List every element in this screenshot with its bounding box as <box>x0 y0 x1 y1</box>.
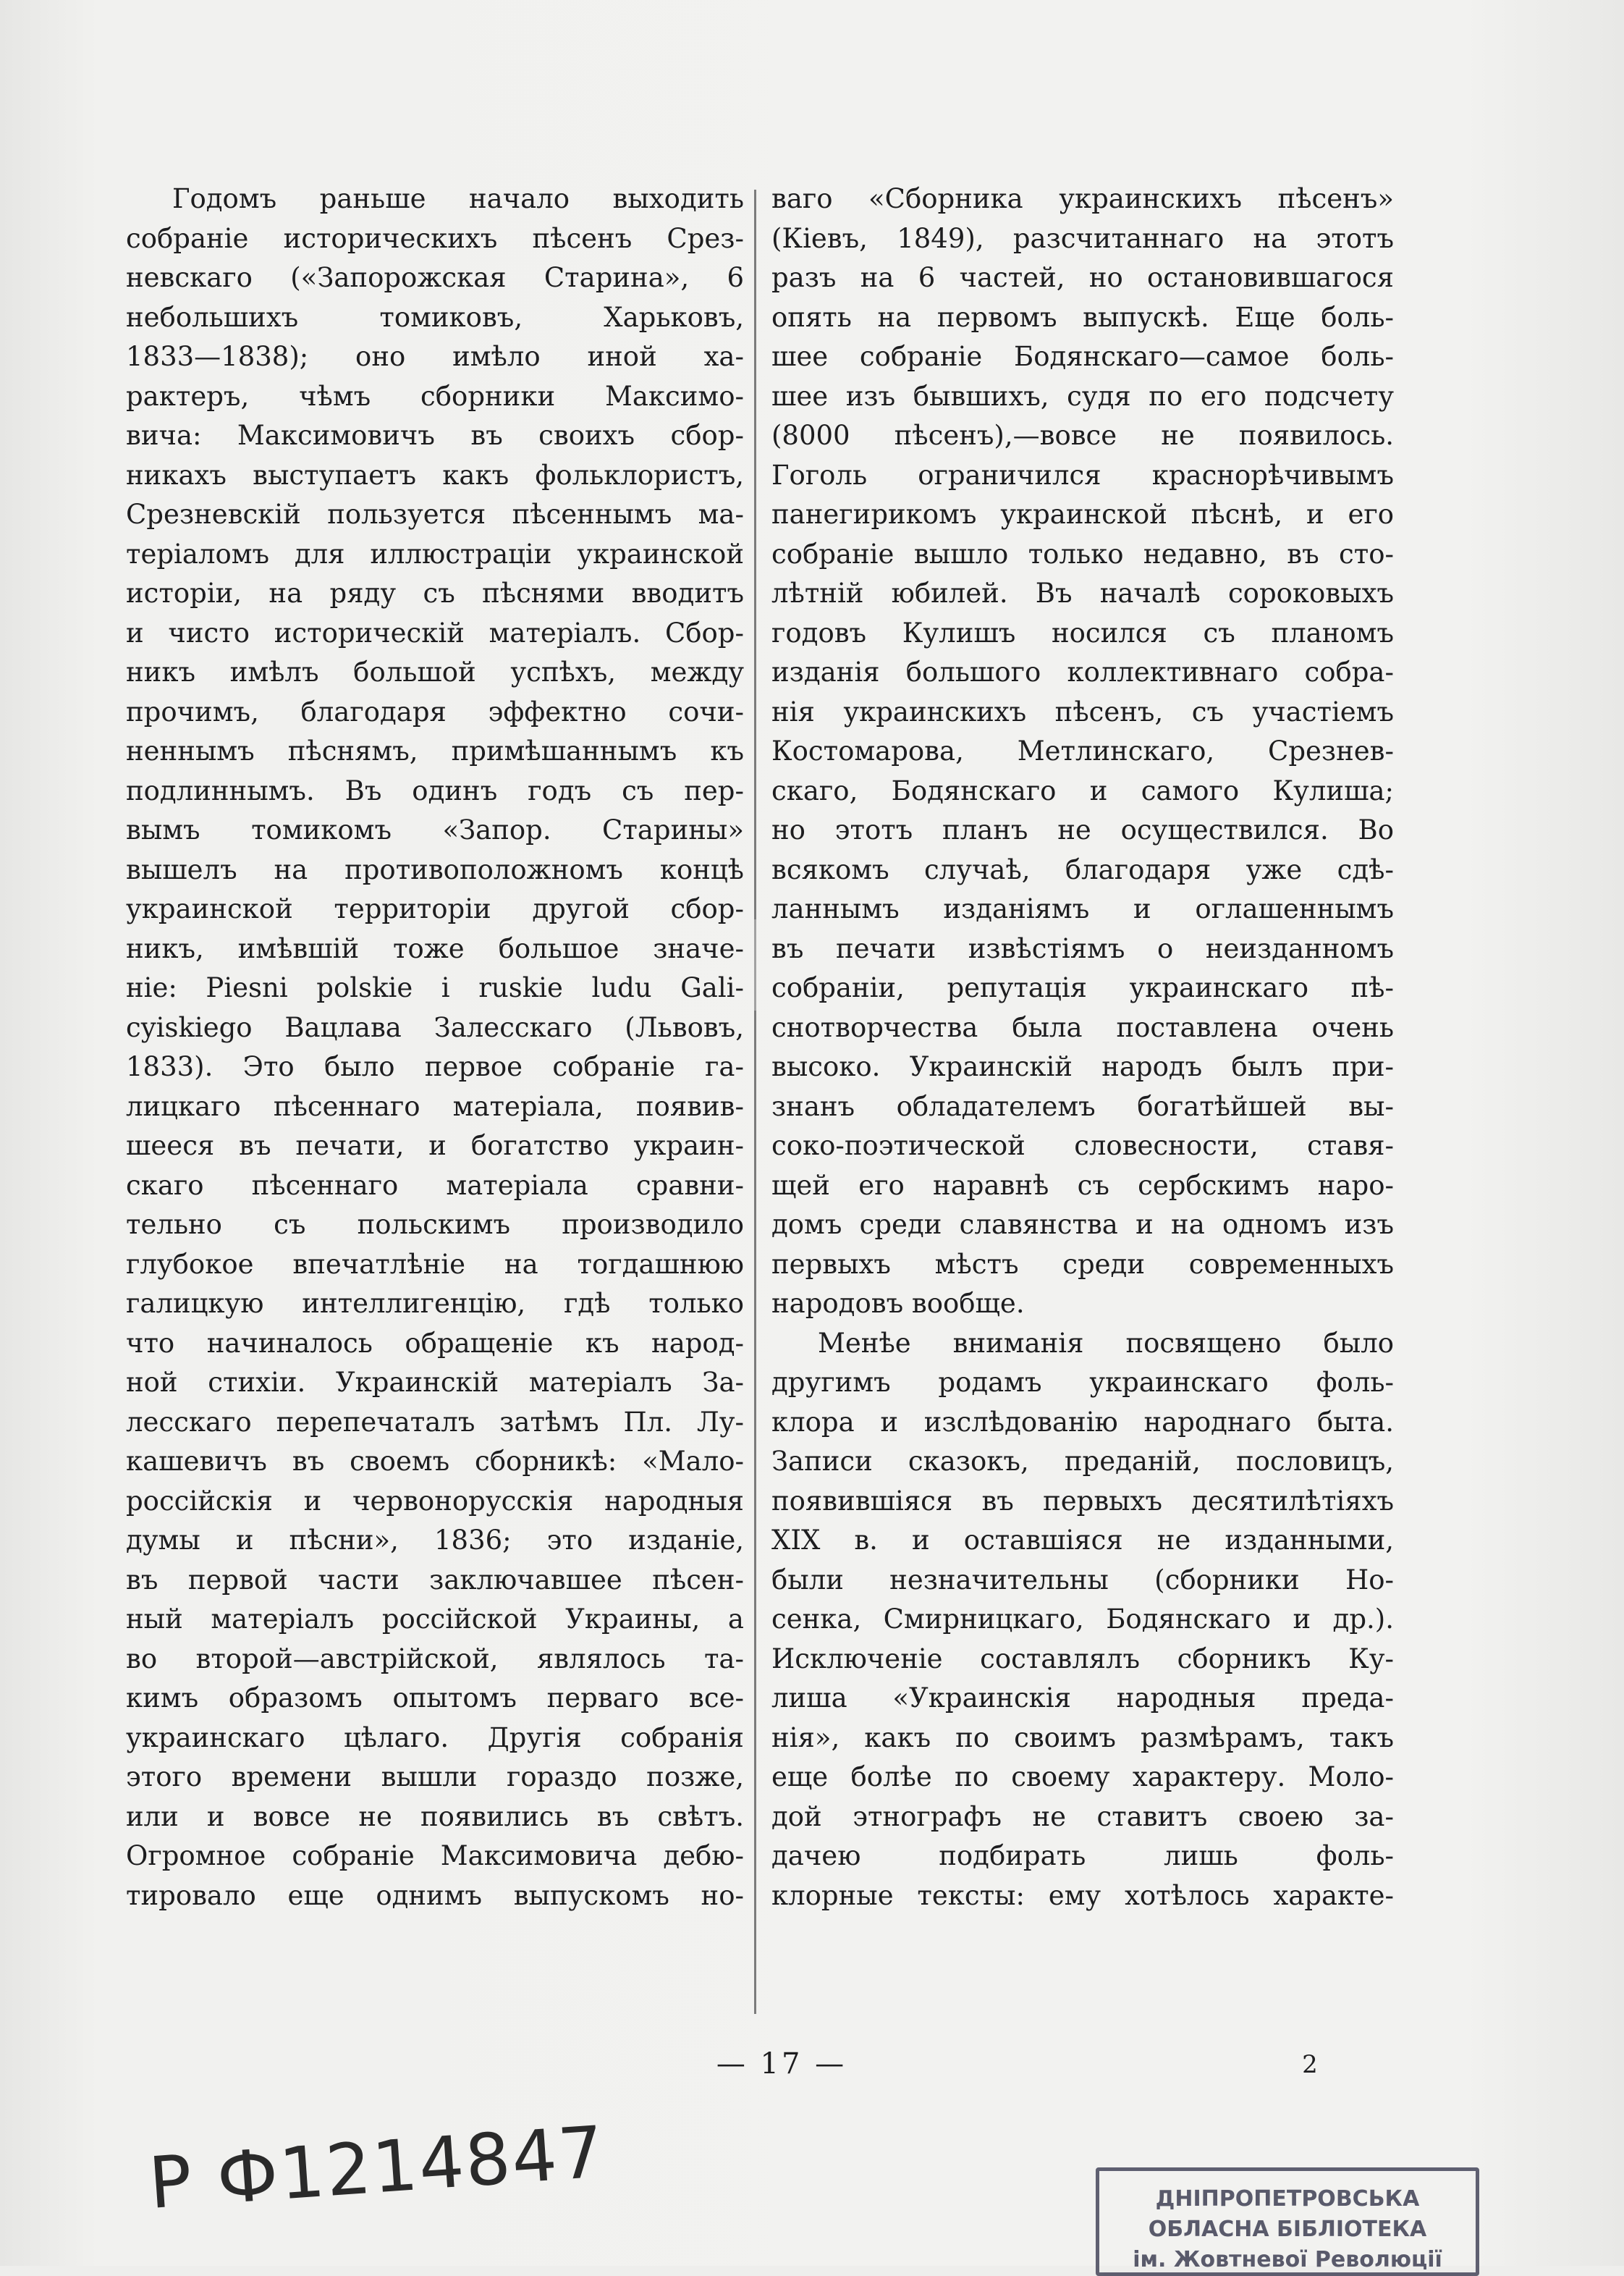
text-line: вымъ томикомъ «Запор. Старины» <box>126 814 744 846</box>
text-line: подлиннымъ. Въ одинъ годъ съ пер- <box>126 775 744 806</box>
text-line: галицкую интеллигенцію, гдѣ только <box>126 1288 744 1319</box>
text-line: вича: Максимовичъ въ своихъ сбор- <box>126 420 744 451</box>
text-line: собраніе вышло только недавно, въ сто- <box>771 538 1394 570</box>
text-line: (Кіевъ, 1849), разсчитаннаго на этотъ <box>771 222 1394 254</box>
text-line: дой этнографъ не ставитъ своею за- <box>771 1800 1394 1832</box>
text-line: шее собраніе Бодянскаго—самое боль- <box>771 341 1394 372</box>
text-line: въ первой части заключавшее пѣсен- <box>126 1564 744 1596</box>
text-line: шее изъ бывшихъ, судя по его подсчету <box>771 380 1394 412</box>
text-line: рактеръ, чѣмъ сборники Максимо- <box>126 380 744 412</box>
text-line: 1833). Это было первое собраніе га- <box>126 1051 744 1082</box>
text-column-right <box>771 180 1394 1915</box>
text-line: домъ среди славянства и на одномъ изъ <box>771 1209 1394 1240</box>
stamp-line: ДНІПРОПЕТРОВСЬКА <box>1155 2186 1420 2212</box>
text-line: Годомъ раньше начало выходить <box>172 183 744 214</box>
text-line: другимъ родамъ украинскаго фоль- <box>771 1367 1394 1398</box>
text-line: глубокое впечатлѣніе на тогдашнюю <box>126 1248 744 1280</box>
text-line: этого времени вышли гораздо позже, <box>126 1761 744 1792</box>
text-line: клора и изслѣдованію народнаго быта. <box>771 1406 1394 1438</box>
text-line: ный матеріалъ россійской Украины, а <box>126 1603 744 1635</box>
text-line: вышелъ на противоположномъ концѣ <box>126 854 744 885</box>
text-line: Срезневскій пользуется пѣсеннымъ ма- <box>126 499 744 530</box>
text-line: нія», какъ по своимъ размѣрамъ, такъ <box>771 1721 1394 1753</box>
text-line: скаго, Бодянскаго и самого Кулиша; <box>771 775 1394 806</box>
text-line: соко-поэтической словесности, ставя- <box>771 1130 1394 1161</box>
text-line: щей его наравнѣ съ сербскимъ наро- <box>771 1169 1394 1201</box>
text-line: думы и пѣсни», 1836; это изданіе, <box>126 1525 744 1556</box>
text-line: кашевичъ въ своемъ сборникѣ: «Мало- <box>126 1446 744 1477</box>
page-number: — 17 — <box>716 2047 847 2081</box>
text-line: шееся въ печати, и богатство украин- <box>126 1130 744 1161</box>
signature-mark: 2 <box>1302 2050 1318 2079</box>
text-column-left <box>126 180 744 1915</box>
text-line: невскаго («Запорожская Старина», 6 <box>126 262 744 293</box>
text-line: во второй—австрійской, являлось та- <box>126 1643 744 1674</box>
text-line: неннымъ пѣснямъ, примѣшаннымъ къ <box>126 736 744 767</box>
text-line: кимъ образомъ опытомъ перваго все- <box>126 1682 744 1714</box>
text-line: небольшихъ томиковъ, Харьковъ, <box>126 301 744 333</box>
text-line: изданія большого коллективнаго собра- <box>771 657 1394 688</box>
text-line: теріаломъ для иллюстраціи украинской <box>126 538 744 570</box>
text-line: (8000 пѣсенъ),—вовсе не появилось. <box>771 420 1394 451</box>
text-line: тельно съ польскимъ производило <box>126 1209 744 1240</box>
text-line: клорные тексты: ему хотѣлось характе- <box>771 1879 1394 1911</box>
text-line: Костомарова, Метлинскаго, Срезнев- <box>771 736 1394 767</box>
handwritten-inventory-number: Р Ф1214847 <box>146 2111 608 2225</box>
text-line: ланнымъ изданіямъ и оглашеннымъ <box>771 893 1394 924</box>
text-line: лицкаго пѣсеннаго матеріала, появив- <box>126 1090 744 1122</box>
text-line: дачею подбирать лишь фоль- <box>771 1840 1394 1871</box>
text-line: лесскаго перепечаталъ затѣмъ Пл. Лу- <box>126 1406 744 1438</box>
text-line: сенка, Смирницкаго, Бодянскаго и др.). <box>771 1603 1394 1635</box>
text-line: первыхъ мѣстъ среди современныхъ <box>771 1248 1394 1280</box>
text-line: Огромное собраніе Максимовича дебю- <box>126 1840 744 1871</box>
text-line: знанъ обладателемъ богатѣйшей вы- <box>771 1090 1394 1122</box>
text-line: или и вовсе не появились въ свѣтъ. <box>126 1800 744 1832</box>
text-line: исторіи, на ряду съ пѣснями вводитъ <box>126 578 744 609</box>
library-stamp <box>1096 2167 1479 2276</box>
text-line: разъ на 6 частей, но остановившагося <box>771 262 1394 293</box>
text-line: что начиналось обращеніе къ народ- <box>126 1327 744 1359</box>
text-line: никъ имѣлъ большой успѣхъ, между <box>126 657 744 688</box>
text-line: народовъ вообще. <box>771 1288 1025 1319</box>
text-line: и чисто историческій матеріалъ. Сбор- <box>126 617 744 649</box>
stamp-line: ім. Жовтневої Революції <box>1133 2247 1442 2272</box>
text-line: опять на первомъ выпускѣ. Еще боль- <box>771 301 1394 333</box>
text-line: въ печати извѣстіямъ о неизданномъ <box>771 932 1394 964</box>
text-line: ной стихіи. Украинскій матеріалъ За- <box>126 1367 744 1398</box>
text-line: но этотъ планъ не осуществился. Во <box>771 814 1394 846</box>
text-line: собраніи, репутація украинскаго пѣ- <box>771 972 1394 1003</box>
text-line: Гоголь ограничился краснорѣчивымъ <box>771 459 1394 491</box>
text-line: тировало еще однимъ выпускомъ но- <box>126 1879 744 1911</box>
text-line: украинской территоріи другой сбор- <box>126 893 744 924</box>
text-line: собраніе историческихъ пѣсенъ Срез- <box>126 222 744 254</box>
text-line: появившіяся въ первыхъ десятилѣтіяхъ <box>771 1485 1394 1517</box>
text-line: скаго пѣсеннаго матеріала сравни- <box>126 1169 744 1201</box>
text-line: никъ, имѣвшій тоже большое значе- <box>126 932 744 964</box>
text-line: cyiskiego Вацлава Залесскаго (Львовъ, <box>126 1011 744 1043</box>
text-line: Исключеніе составлялъ сборникъ Ку- <box>771 1643 1394 1674</box>
text-line: украинскаго цѣлаго. Другія собранія <box>126 1721 744 1753</box>
text-line: нія украинскихъ пѣсенъ, съ участіемъ <box>771 696 1394 728</box>
text-line: Менѣе вниманія посвящено было <box>818 1327 1394 1359</box>
text-line: всякомъ случаѣ, благодаря уже сдѣ- <box>771 854 1394 885</box>
text-line: высоко. Украинскій народъ былъ при- <box>771 1051 1394 1082</box>
text-line: россійскія и червонорусскія народныя <box>126 1485 744 1517</box>
text-line: лѣтній юбилей. Въ началѣ сороковыхъ <box>771 578 1394 609</box>
text-line: годовъ Кулишъ носился съ планомъ <box>771 617 1394 649</box>
text-line: снотворчества была поставлена очень <box>771 1011 1394 1043</box>
text-line: никахъ выступаетъ какъ фольклористъ, <box>126 459 744 491</box>
text-line: XIX в. и оставшіяся не изданными, <box>771 1525 1394 1556</box>
text-line: еще болѣе по своему характеру. Моло- <box>771 1761 1394 1792</box>
text-line: лиша «Украинскія народныя преда- <box>771 1682 1394 1714</box>
column-divider <box>754 190 756 2014</box>
text-line: были незначительны (сборники Но- <box>771 1564 1394 1596</box>
stamp-line: ОБЛАСНА БІБЛІОТЕКА <box>1148 2217 1427 2242</box>
text-line: панегирикомъ украинской пѣснѣ, и его <box>771 499 1394 530</box>
text-line: ваго «Сборника украинскихъ пѣсенъ» <box>771 183 1394 214</box>
text-line: Записи сказокъ, преданій, пословицъ, <box>771 1446 1394 1477</box>
text-line: 1833—1838); оно имѣло иной ха- <box>126 341 744 372</box>
text-line: ніе: Piesni polskie i ruskie ludu Gali- <box>126 972 744 1003</box>
text-line: прочимъ, благодаря эффектно сочи- <box>126 696 744 728</box>
